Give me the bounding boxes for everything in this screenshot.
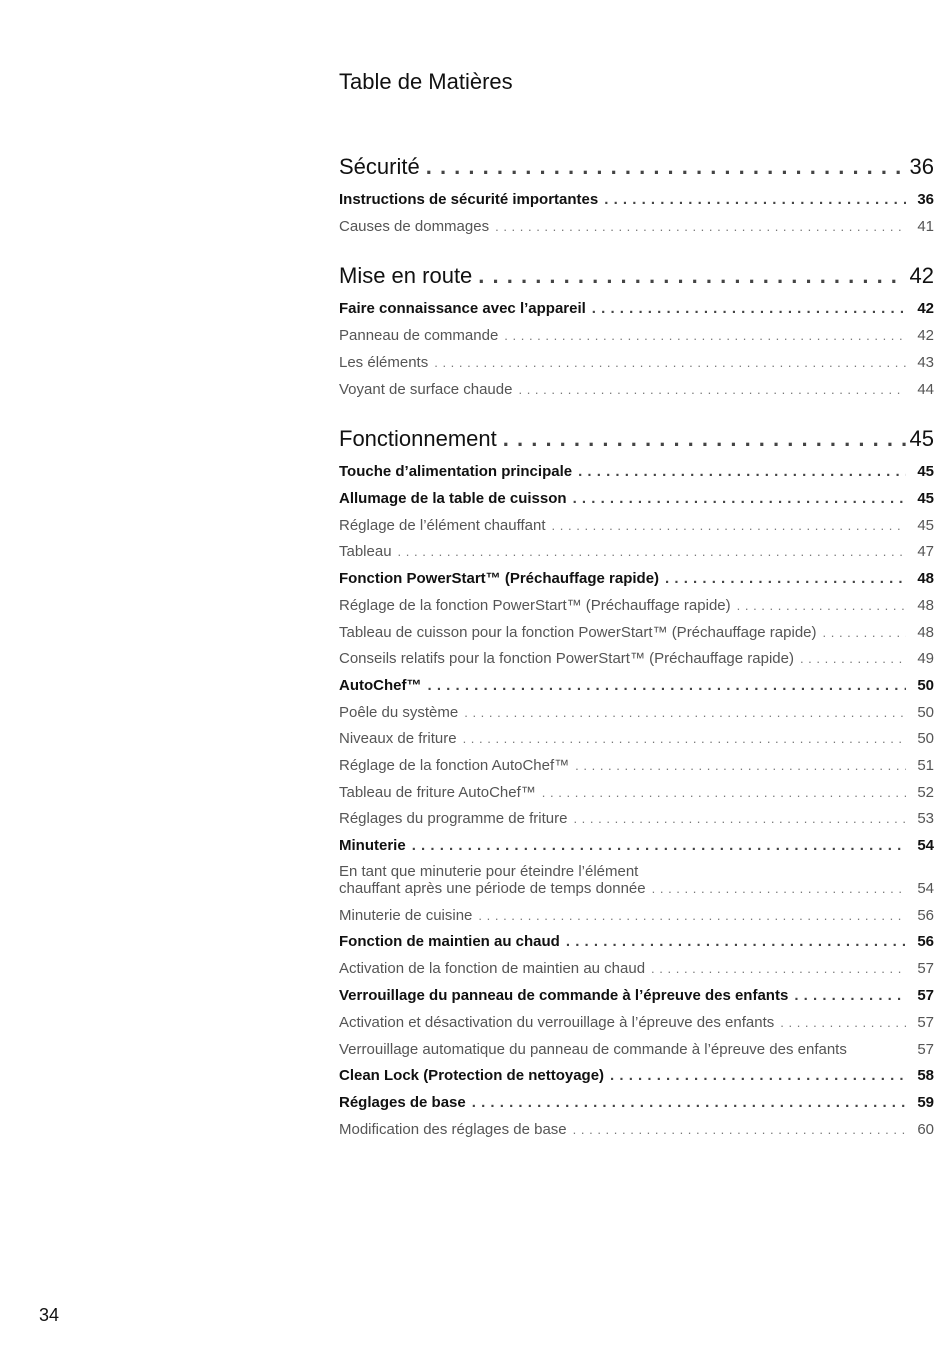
toc-entry[interactable] xyxy=(339,463,934,480)
leader-dots xyxy=(412,837,906,854)
leader-dots xyxy=(495,219,906,234)
toc-heading-securite[interactable] xyxy=(339,154,934,180)
toc-heading-mise-en-route[interactable] xyxy=(339,263,934,289)
toc-page-number: 41 xyxy=(917,218,934,235)
leader-dots xyxy=(478,263,905,289)
leader-dots xyxy=(573,1122,906,1137)
toc-entry[interactable] xyxy=(339,863,934,897)
toc-entry[interactable] xyxy=(339,1041,934,1058)
toc-entry-title: Niveaux de friture xyxy=(339,730,457,747)
toc-page-number: 45 xyxy=(917,490,934,507)
toc-page-number: 47 xyxy=(917,543,934,560)
toc-entry-title: Touche d’alimentation principale xyxy=(339,463,573,480)
toc-entry[interactable] xyxy=(339,810,934,827)
leader-dots xyxy=(472,1094,906,1111)
toc-entry-title: Conseils relatifs pour la fonction PowerStart™ (Préchauffage rapide) xyxy=(339,650,794,667)
toc-entry-title: Tableau de friture AutoChef™ xyxy=(339,784,536,801)
leader-dots xyxy=(463,731,906,746)
toc-entry[interactable] xyxy=(339,677,934,694)
leader-dots xyxy=(566,933,906,950)
toc-entry-title: Réglages du programme de friture xyxy=(339,810,568,827)
toc-page-number: 43 xyxy=(917,354,934,371)
toc-entry-title: Tableau xyxy=(339,543,392,560)
toc-entry-title: Réglage de l’élément chauffant xyxy=(339,517,546,534)
toc-entry[interactable] xyxy=(339,907,934,924)
leader-dots xyxy=(573,490,906,507)
toc-entry[interactable] xyxy=(339,517,934,534)
toc-entry[interactable] xyxy=(339,704,934,721)
toc-entry[interactable] xyxy=(339,784,934,801)
leader-dots xyxy=(665,570,906,587)
toc-entry-title: Fonction de maintien au chaud xyxy=(339,933,560,950)
leader-dots xyxy=(604,191,906,208)
leader-dots xyxy=(578,463,906,480)
toc-entry[interactable] xyxy=(339,597,934,614)
toc-entry[interactable] xyxy=(339,624,934,641)
leader-dots xyxy=(434,355,906,370)
leader-dots xyxy=(552,518,906,533)
leader-dots xyxy=(800,651,906,666)
toc-page-number: 60 xyxy=(917,1121,934,1138)
toc-entry-title: Panneau de commande xyxy=(339,327,499,344)
toc-page-number: 45 xyxy=(917,517,934,534)
page-title: Table de Matières xyxy=(339,69,513,94)
toc-page-number: 42 xyxy=(917,327,934,344)
toc-entry-title: Allumage de la table de cuisson xyxy=(339,490,567,507)
leader-dots xyxy=(575,758,906,773)
leader-dots xyxy=(478,908,906,923)
toc-page-number: 50 xyxy=(917,730,934,747)
leader-dots xyxy=(592,300,906,317)
toc-entry-title: Voyant de surface chaude xyxy=(339,381,513,398)
toc-entry-title: Fonctionnement xyxy=(339,426,497,451)
toc-entry-title-continued: chauffant après une période de temps donnée xyxy=(339,880,646,897)
toc-page-number: 56 xyxy=(917,907,934,924)
toc-page-number: 54 xyxy=(917,880,934,897)
toc-entry-title: Fonction PowerStart™ (Préchauffage rapide) xyxy=(339,570,660,587)
toc-heading-fonctionnement[interactable] xyxy=(339,426,934,452)
toc-entry-title: Minuterie de cuisine xyxy=(339,907,473,924)
toc-entry[interactable] xyxy=(339,650,934,667)
leader-dots xyxy=(426,154,906,180)
leader-dots xyxy=(652,881,906,896)
toc-page-number: 45 xyxy=(909,426,934,451)
toc-page-number: 57 xyxy=(917,1014,934,1031)
toc-page-number: 48 xyxy=(917,597,934,614)
toc-entry-title: Réglage de la fonction AutoChef™ xyxy=(339,757,570,774)
toc-page-number: 48 xyxy=(917,570,934,587)
toc-entry[interactable] xyxy=(339,933,934,950)
toc-page-number: 44 xyxy=(917,381,934,398)
toc-entry-title: Faire connaissance avec l’appareil xyxy=(339,300,586,317)
toc-entry[interactable] xyxy=(339,1121,934,1138)
leader-dots xyxy=(610,1067,906,1084)
toc-page-number: 36 xyxy=(917,191,934,208)
toc-page-number: 45 xyxy=(917,463,934,480)
toc-entry-title: En tant que minuterie pour éteindre l’élément xyxy=(339,863,639,880)
toc-page-number: 50 xyxy=(917,704,934,721)
toc-page-number: 36 xyxy=(909,154,934,179)
toc-entry-title: Activation et désactivation du verrouillage à l’épreuve des enfants xyxy=(339,1014,775,1031)
page-number: 34 xyxy=(39,1305,60,1325)
toc-entry[interactable] xyxy=(339,381,934,398)
toc-entry[interactable] xyxy=(339,570,934,587)
toc-entry[interactable] xyxy=(339,730,934,747)
toc-entry[interactable] xyxy=(339,987,934,1004)
toc-entry[interactable] xyxy=(339,327,934,344)
leader-dots xyxy=(651,961,906,976)
toc-page-number: 57 xyxy=(917,987,934,1004)
leader-dots xyxy=(780,1015,906,1030)
toc-entry-title: Modification des réglages de base xyxy=(339,1121,567,1138)
leader-dots xyxy=(573,811,906,826)
leader-dots xyxy=(518,382,906,397)
toc-entry[interactable] xyxy=(339,354,934,371)
leader-dots xyxy=(504,328,906,343)
leader-dots xyxy=(428,677,907,694)
toc-entry-title: Instructions de sécurité importantes xyxy=(339,191,599,208)
toc-entry-title: Clean Lock (Protection de nettoyage) xyxy=(339,1067,605,1084)
toc-page-number: 53 xyxy=(917,810,934,827)
toc-page-number: 49 xyxy=(917,650,934,667)
toc-entry-title: Causes de dommages xyxy=(339,218,490,235)
toc-entry[interactable] xyxy=(339,191,934,208)
toc-entry[interactable] xyxy=(339,490,934,507)
toc-entry[interactable] xyxy=(339,837,934,854)
toc-entry-title: Réglage de la fonction PowerStart™ (Préchauffage rapide) xyxy=(339,597,731,614)
toc-page-number: 52 xyxy=(917,784,934,801)
leader-dots xyxy=(398,544,906,559)
toc-page-number: 57 xyxy=(917,1041,934,1058)
toc-entry[interactable] xyxy=(339,757,934,774)
leader-dots xyxy=(503,426,906,452)
leader-dots xyxy=(464,705,906,720)
toc-entry[interactable] xyxy=(339,1014,934,1031)
toc-entry-title: Verrouillage automatique du panneau de commande à l’épreuve des enfants xyxy=(339,1041,847,1058)
toc-page-number: 54 xyxy=(917,837,934,854)
toc-entry-title: Mise en route xyxy=(339,263,473,288)
toc-entry-title: AutoChef™ xyxy=(339,677,422,694)
toc-entry-title: Activation de la fonction de maintien au chaud xyxy=(339,960,646,977)
toc-entry-title: Minuterie xyxy=(339,837,406,854)
toc-page-number: 42 xyxy=(909,263,934,288)
toc-page-number: 57 xyxy=(917,960,934,977)
toc-page-number: 56 xyxy=(917,933,934,950)
leader-dots xyxy=(823,625,906,640)
toc-entry-title: Sécurité xyxy=(339,154,420,179)
toc-page-number: 48 xyxy=(917,624,934,641)
toc-page-number: 50 xyxy=(917,677,934,694)
leader-dots xyxy=(794,987,906,1004)
toc-page-number: 58 xyxy=(917,1067,934,1084)
toc-page-number: 59 xyxy=(917,1094,934,1111)
toc-entry[interactable] xyxy=(339,300,934,317)
toc-entry[interactable] xyxy=(339,543,934,560)
toc-entry-title: Tableau de cuisson pour la fonction PowerStart™ (Préchauffage rapide) xyxy=(339,624,817,641)
leader-dots xyxy=(737,598,906,613)
toc-page-number: 51 xyxy=(917,757,934,774)
toc-entry-title: Verrouillage du panneau de commande à l’épreuve des enfants xyxy=(339,987,789,1004)
toc-entry[interactable] xyxy=(339,1094,934,1111)
toc-entry-title: Poêle du système xyxy=(339,704,459,721)
toc-page-number: 42 xyxy=(917,300,934,317)
toc-entry[interactable] xyxy=(339,960,934,977)
toc-entry-title: Réglages de base xyxy=(339,1094,466,1111)
toc-entry[interactable] xyxy=(339,218,934,235)
toc-entry[interactable] xyxy=(339,1067,934,1084)
leader-dots xyxy=(542,785,906,800)
toc-entry-title: Les éléments xyxy=(339,354,429,371)
